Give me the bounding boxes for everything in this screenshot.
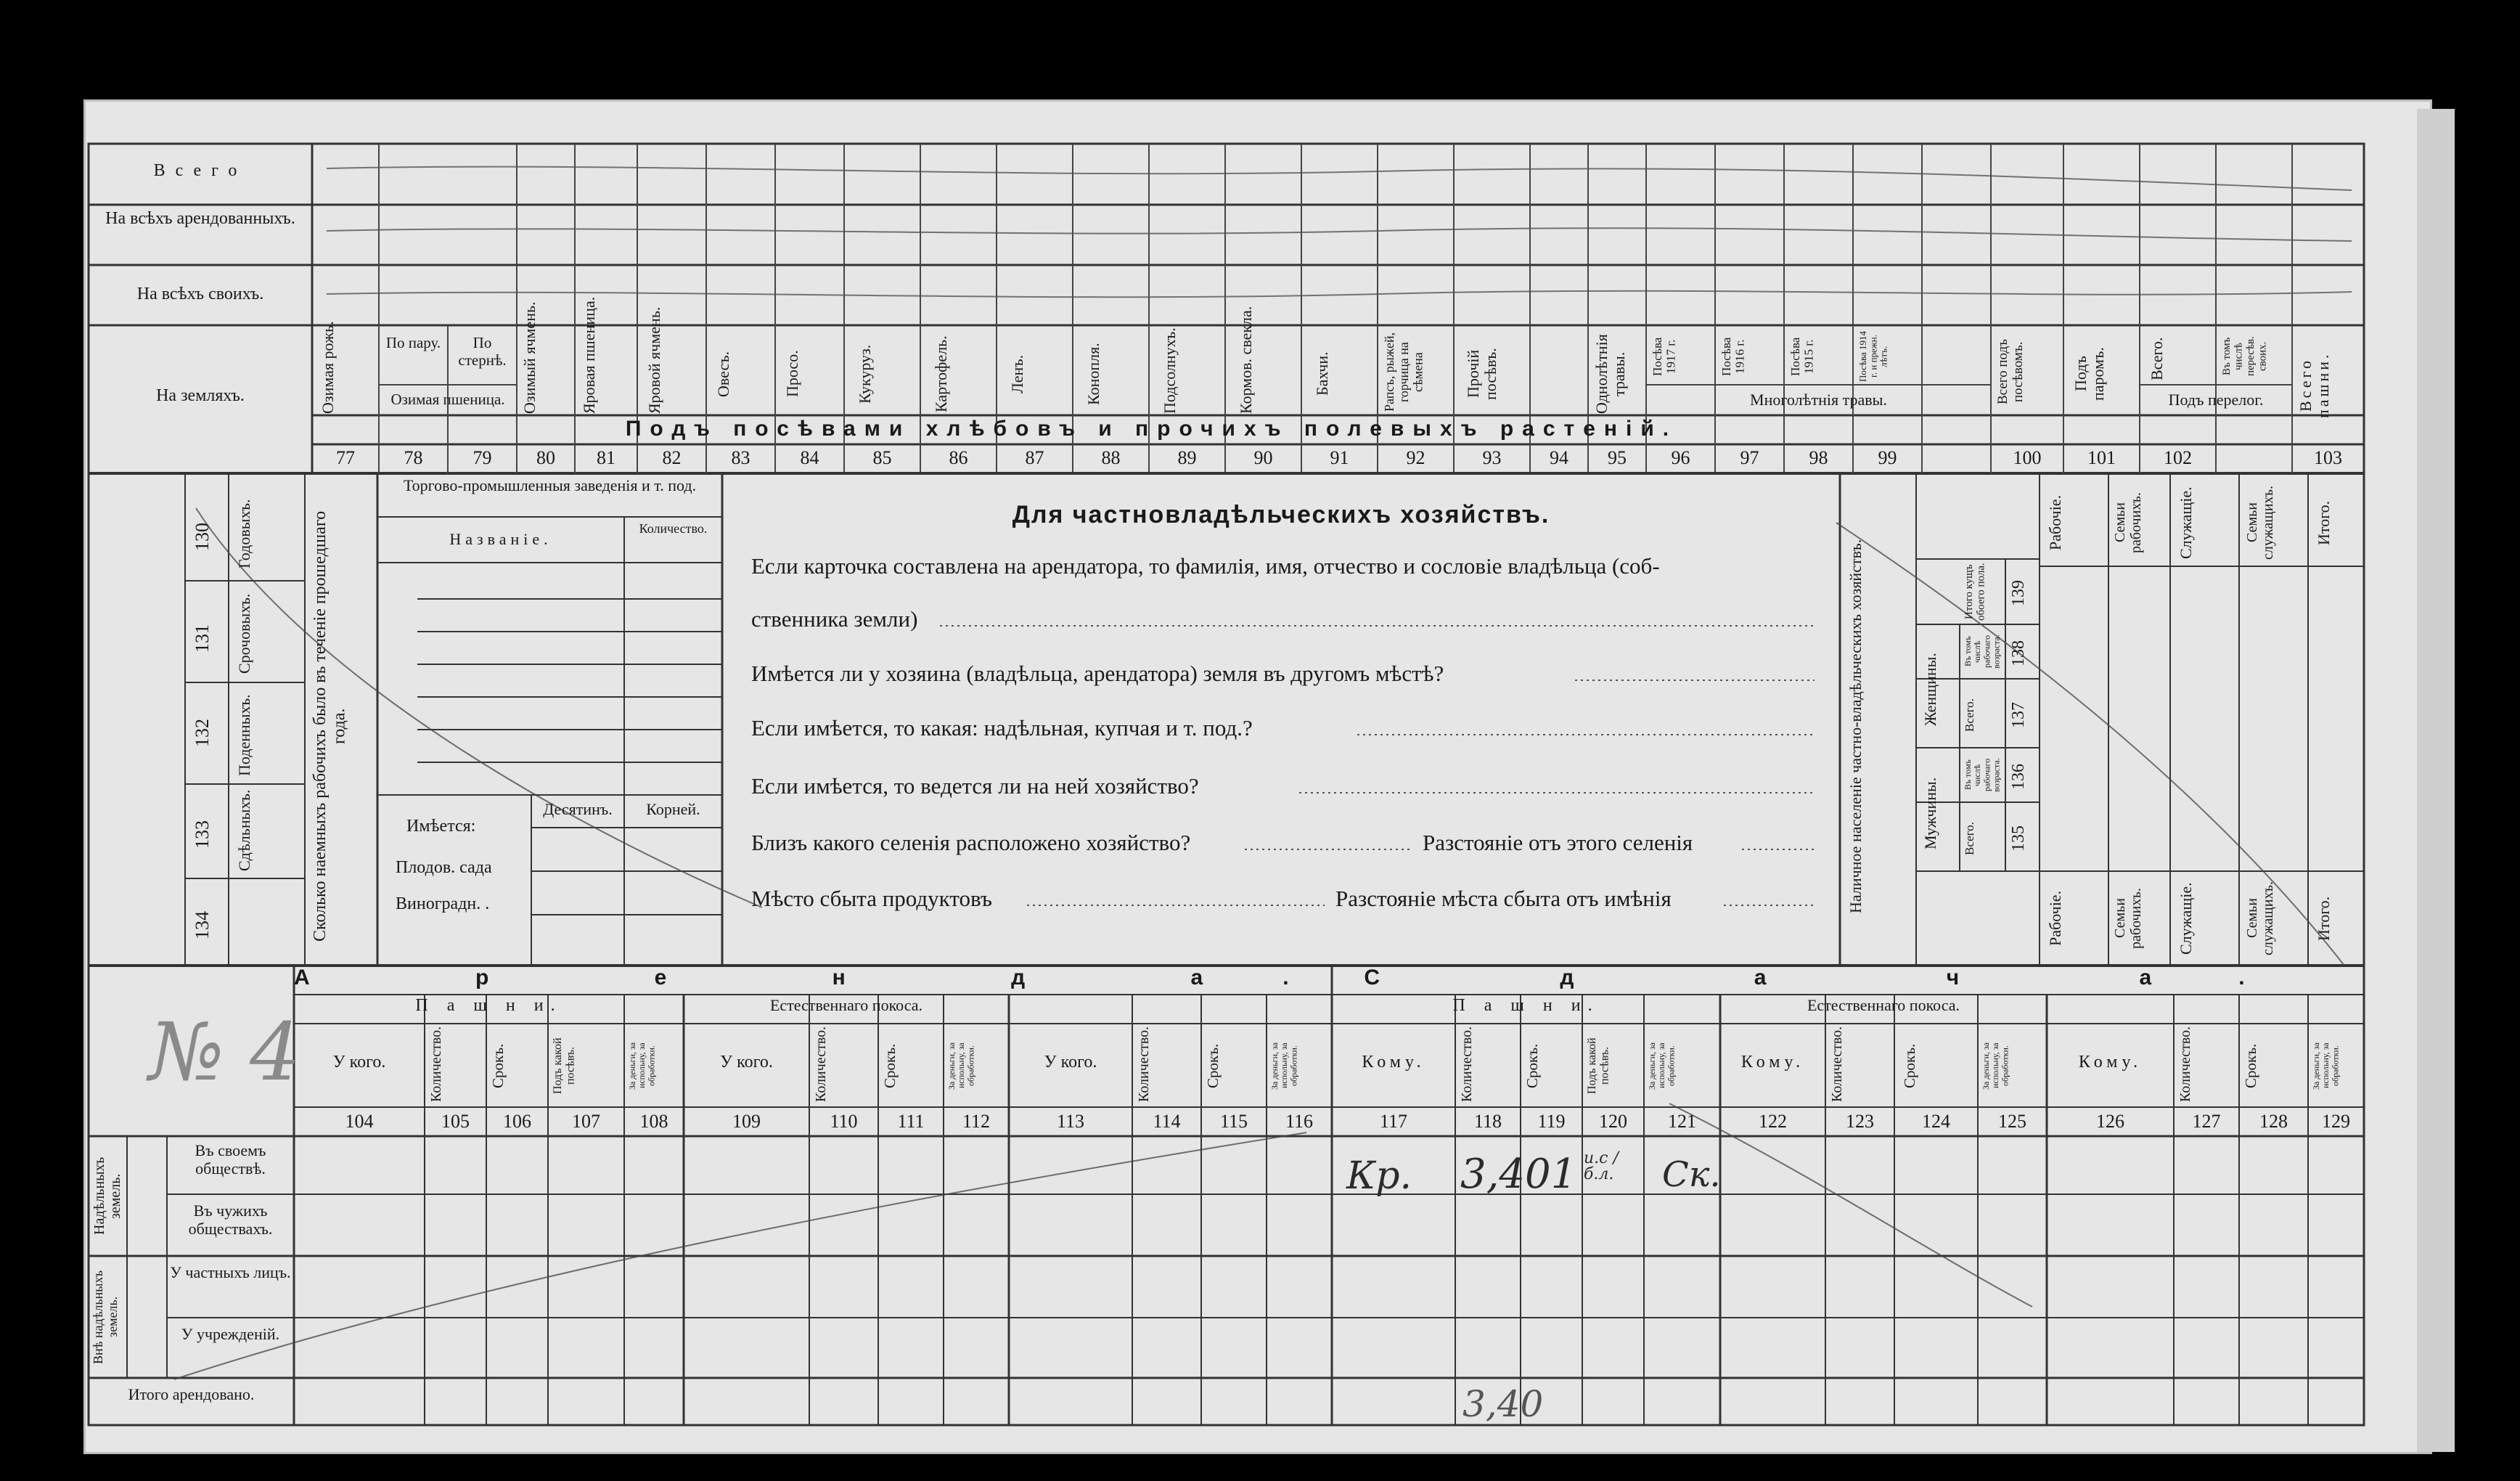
arenda-terms-3: За деньги, за испольну, за обработки. [1269, 1042, 1299, 1090]
crop-num: 80 [536, 447, 555, 468]
col-num: 127 [2192, 1111, 2221, 1132]
crop-num: 92 [1406, 447, 1425, 468]
crop-header-flax: Ленъ. [1008, 354, 1026, 393]
crop-num: 98 [1809, 447, 1828, 468]
sdacha-srok-3: Срокъ. [2242, 1043, 2259, 1088]
crop-header-perelog-total: Всего. [2148, 337, 2166, 380]
pop-right-workers-families-bottom: Семьи рабочихъ. [2112, 888, 2144, 949]
crop-num: 82 [662, 447, 682, 468]
private-question-other-land: Имѣется ли у хозяина (владѣльца, арендатора) земля въ другомъ мѣстѣ? [751, 661, 1444, 686]
sdacha-banner: С д а ч а. [1364, 966, 2332, 990]
arenda-srok-2: Срокъ. [881, 1043, 899, 1088]
col-num: 124 [1922, 1111, 1950, 1132]
pop-right-total-bottom: Итого. [2315, 896, 2333, 941]
crop-num: 78 [404, 447, 423, 468]
private-question-land-type: Если имѣется, то какая: надѣльная, купчая и т. под.? [751, 715, 1253, 740]
arenda-pokos-header: Естественнаго покоса. [769, 996, 922, 1014]
arenda-qty-2: Количество. [813, 1026, 829, 1102]
crop-num: 94 [1550, 447, 1568, 468]
worker-type-yearly: Годовыхъ. [235, 499, 253, 568]
crop-header-spring-barley: Яровой ячмень. [645, 306, 663, 414]
crop-header-corn: Кукуруз. [856, 344, 874, 404]
trade-has-label: Имѣется: [406, 817, 476, 836]
row-institutions: У учрежденій. [181, 1325, 280, 1343]
crop-header-melons: Бахчи. [1313, 351, 1331, 396]
col-num: 126 [2096, 1111, 2124, 1132]
crop-num: 99 [1878, 447, 1897, 468]
pop-men-working-age: Въ томъ числѣ рабочаго возраста. [1963, 758, 2002, 792]
trade-vineyard-label: Виноградн. . [396, 894, 490, 913]
crop-num: 102 [2164, 447, 2192, 468]
col-num: 106 [503, 1111, 531, 1132]
crop-header-rapeseed: Рапсъ, рыжей, горчица на сѣмена [1382, 332, 1425, 412]
group-perennial-grass: Многолѣтнія травы. [1750, 391, 1887, 409]
sdacha-pashni-header: П а ш н и. [1452, 996, 1600, 1015]
sdacha-terms-3: За деньги, за испольну, за обработки. [2311, 1042, 2341, 1090]
row-group-allotment: Надѣльныхъ земель. [91, 1156, 123, 1236]
crop-header-other-sowing: Прочій посѣвъ. [1464, 348, 1500, 400]
col-num: 117 [1379, 1111, 1408, 1132]
crop-num: 89 [1177, 447, 1197, 468]
col-num: 109 [732, 1111, 761, 1132]
col-num: 104 [345, 1111, 374, 1132]
trade-korney-header: Корней. [646, 800, 700, 818]
worker-type-piece: Сдѣльныхъ. [235, 789, 253, 871]
col-num: 123 [1846, 1111, 1874, 1132]
pop-women-total: Всего. [1963, 698, 1976, 732]
arenda-terms-2: За деньги, за испольну, за обработки. [946, 1042, 976, 1090]
handwritten-komu: Кр. [1346, 1154, 1412, 1198]
pop-right-workers: Рабочіе. [2046, 494, 2064, 551]
trade-name-header: Названіе. [449, 530, 552, 548]
pop-right-employees-bottom: Служащіе. [2177, 882, 2195, 955]
arenda-srok-1: Срокъ. [489, 1043, 507, 1088]
worker-col-num: 133 [192, 820, 213, 849]
trade-garden-label: Плодов. сада [396, 858, 492, 877]
arenda-banner: А р е н д а. [294, 966, 1369, 990]
crop-num: 101 [2087, 447, 2116, 468]
crop-header-millet: Просо. [783, 350, 801, 398]
sdacha-komu-2: Кому. [1740, 1053, 1805, 1072]
crop-num: 84 [800, 447, 819, 468]
population-label: Наличное населеніе частно-владѣльческихъ хозяйствъ. [1846, 539, 1865, 913]
private-question-market: Мѣсто сбыта продуктовъ [751, 886, 992, 911]
pop-right-total: Итого. [2315, 500, 2333, 545]
crop-header-fallow-land: Подъ паромъ. [2071, 347, 2108, 401]
col-num: 105 [441, 1111, 470, 1132]
handwritten-srok: и.с / б.л. [1584, 1149, 1619, 1183]
crop-header-hemp: Конопля. [1084, 343, 1102, 405]
col-num: 115 [1219, 1111, 1248, 1132]
worker-type-daily: Поденныхъ. [235, 694, 253, 776]
row-private-persons: У частныхъ лицъ. [170, 1263, 291, 1281]
crop-num: 79 [472, 447, 492, 468]
col-num: 129 [2322, 1111, 2350, 1132]
pop-right-employees-families: Семьи служащихъ. [2244, 486, 2276, 560]
crop-header-winter-barley: Озимый ячмень. [520, 301, 539, 414]
arenda-qty-1: Количество. [428, 1026, 444, 1102]
crop-header-sown-1914: Посѣва 1914 г. и прежн. лѣтъ. [1857, 330, 1889, 383]
col-num: 121 [1668, 1111, 1696, 1132]
pop-num: 136 [2009, 764, 2028, 790]
sowing-banner: Подъ посѣвами хлѣбовъ и прочихъ полевыхъ растеній. [625, 417, 1678, 441]
private-title: Для частновладѣльческихъ хозяйствъ. [1012, 501, 1550, 529]
handwritten-sk: Ск. [1662, 1154, 1721, 1195]
crop-header-fallow: По пару. [385, 334, 441, 351]
row-label-total: Всего [153, 161, 248, 180]
col-num: 125 [1998, 1111, 2026, 1132]
sdacha-pokos-header: Естественнаго покоса. [1807, 996, 1960, 1014]
private-question-farming: Если имѣется, то ведется ли на ней хозяйство? [751, 773, 1199, 799]
pop-num: 139 [2009, 580, 2028, 607]
private-question-village: Близъ какого селенія расположено хозяйство? [751, 830, 1191, 855]
col-num: 120 [1599, 1111, 1627, 1132]
crop-num: 103 [2314, 447, 2342, 468]
hired-workers-label: Сколько наемныхъ рабочихъ было въ теченіе прошедшаго года. [311, 510, 349, 942]
worker-col-num: 132 [192, 719, 213, 748]
pop-women-working-age: Въ томъ числѣ рабочаго возраста. [1963, 635, 2002, 669]
crop-num: 85 [872, 447, 892, 468]
private-question-owner-cont: ственника земли) [751, 606, 918, 632]
col-num: 128 [2259, 1111, 2288, 1132]
arenda-srok-3: Срокъ. [1204, 1043, 1222, 1088]
sdacha-komu-1: Кому. [1362, 1053, 1425, 1072]
col-num: 113 [1056, 1111, 1085, 1132]
crop-num: 87 [1025, 447, 1044, 468]
col-num: 116 [1285, 1111, 1314, 1132]
crop-num: 81 [597, 447, 615, 468]
crop-num: 88 [1101, 447, 1121, 468]
col-num: 112 [962, 1111, 991, 1132]
pop-men-label: Мужчины. [1921, 777, 1939, 849]
group-perelog: Подъ перелог. [2168, 391, 2264, 409]
handwritten-itogo: 3,40 [1462, 1383, 1544, 1425]
crop-header-perelog-resown: Въ томъ числѣ пересѣв. своих. [2221, 336, 2269, 377]
worker-type-term: Срочовыхъ. [235, 593, 253, 674]
sdacha-qty-3: Количество. [2177, 1026, 2193, 1102]
pop-right-workers-bottom: Рабочіе. [2046, 890, 2064, 947]
col-num: 122 [1759, 1111, 1787, 1132]
margin-pencil-mark: № 4 [149, 1005, 301, 1098]
crop-header-sown-1917: Посѣва 1917 г. [1650, 337, 1678, 376]
sdacha-terms-2: За деньги, за испольну, за обработки. [1981, 1042, 2010, 1090]
pop-women-label: Женщины. [1921, 653, 1939, 727]
private-question-owner: Если карточка составлена на арендатора, то фамилія, имя, отчество и сословіе владѣльца (соб- [751, 553, 1660, 579]
crop-num: 96 [1671, 447, 1690, 468]
crop-header-sunflower: Подсолнухъ. [1161, 327, 1179, 414]
row-label-on-lands: На земляхъ. [156, 386, 245, 405]
trade-title: Торгово-промышленныя заведенія и т. под. [403, 476, 697, 494]
crop-num: 95 [1608, 447, 1627, 468]
crop-header-sown-1916: Посѣва 1916 г. [1719, 337, 1747, 376]
col-num: 107 [572, 1111, 600, 1132]
arenda-ukogo-2: У кого. [720, 1053, 773, 1072]
row-other-communities: Въ чужихъ обществахъ. [188, 1201, 273, 1239]
sdacha-qty-2: Количество. [1829, 1026, 1845, 1102]
sdacha-qty-1: Количество. [1459, 1026, 1475, 1102]
col-num: 114 [1153, 1111, 1181, 1132]
col-num: 118 [1473, 1111, 1502, 1132]
crop-header-potato: Картофель. [932, 335, 950, 412]
arenda-terms-1: За деньги, за испольну, за обработки. [627, 1042, 657, 1090]
pop-right-employees-families-bottom: Семьи служащихъ. [2244, 881, 2276, 955]
crop-header-fodder-beet: Кормов. свекла. [1237, 306, 1255, 414]
row-own-community: Въ своемъ обществѣ. [195, 1141, 266, 1178]
sdacha-srok-1: Срокъ. [1523, 1043, 1541, 1088]
trade-qty-header: Количество. [639, 521, 708, 536]
row-group-non-allotment: Внѣ надѣльныхъ земель. [91, 1270, 120, 1364]
pop-right-employees: Служащіе. [2177, 486, 2195, 559]
row-label-own: На всѣхъ своихъ. [136, 285, 264, 303]
col-num: 111 [897, 1111, 925, 1132]
arenda-pashni-header: П а ш н и. [415, 996, 562, 1015]
pop-itogo-both: Итого кущъ обоего пола. [1963, 563, 1987, 621]
crop-header-oats: Овесъ. [714, 351, 732, 397]
row-label-rented: На всѣхъ арендованныхъ. [105, 209, 295, 228]
group-winter-wheat: Озимая пшеница. [390, 391, 505, 408]
sdacha-terms-1: За деньги, за испольну, за обработки. [1647, 1042, 1677, 1090]
handwritten-quantity: 3,401 [1460, 1151, 1577, 1198]
row-total-rented: Итого арендовано. [128, 1385, 255, 1403]
arenda-ukogo-3: У кого. [1044, 1053, 1097, 1072]
crop-num: 100 [2013, 447, 2042, 468]
crop-num: 83 [731, 447, 750, 468]
crop-num: 77 [336, 447, 355, 468]
col-num: 110 [830, 1111, 858, 1132]
crop-header-spring-wheat: Яровая пшеница. [580, 296, 598, 414]
crop-header-winter-rye: Озимая рожь. [319, 321, 337, 414]
crop-header-sown-1915: Посѣва 1915 г. [1788, 337, 1816, 376]
arenda-ukogo-1: У кого. [332, 1053, 386, 1072]
crop-num: 93 [1482, 447, 1502, 468]
col-num: 108 [639, 1111, 668, 1132]
sdacha-posev-1: Подъ какой посѣвъ. [1586, 1037, 1611, 1094]
crop-header-annual-grass: Однолѣтнія травы. [1592, 334, 1629, 414]
crop-num: 90 [1253, 447, 1273, 468]
sdacha-komu-3: Кому. [2078, 1053, 2143, 1072]
worker-col-num: 131 [192, 624, 213, 653]
trade-desyatin-header: Десятинъ. [543, 800, 613, 818]
sdacha-srok-2: Срокъ. [1901, 1043, 1918, 1088]
private-question-village-distance: Разстояніе отъ этого селенія [1423, 830, 1693, 855]
col-num: 119 [1537, 1111, 1566, 1132]
crop-header-total-sown: Всего подъ посѣвомъ. [1995, 339, 2026, 405]
pop-right-workers-families: Семьи рабочихъ. [2112, 492, 2144, 553]
crop-num: 97 [1740, 447, 1759, 468]
crop-header-total-ploughland: Всего пашни. [2296, 351, 2333, 418]
crop-num: 86 [949, 447, 968, 468]
arenda-posev-1: Подъ какой посѣвъ. [552, 1037, 577, 1094]
pop-num: 138 [2009, 640, 2028, 666]
private-question-market-distance: Разстояніе мѣста сбыта отъ имѣнія [1335, 886, 1672, 911]
worker-col-num: 130 [192, 523, 213, 552]
crop-header-stubble: По стернѣ. [458, 334, 507, 370]
arenda-qty-3: Количество. [1136, 1026, 1152, 1102]
crop-num: 91 [1330, 447, 1349, 468]
worker-col-num: 134 [192, 911, 213, 940]
pop-men-total: Всего. [1963, 822, 1976, 855]
pop-num: 135 [2009, 825, 2028, 852]
pop-num: 137 [2009, 702, 2028, 728]
